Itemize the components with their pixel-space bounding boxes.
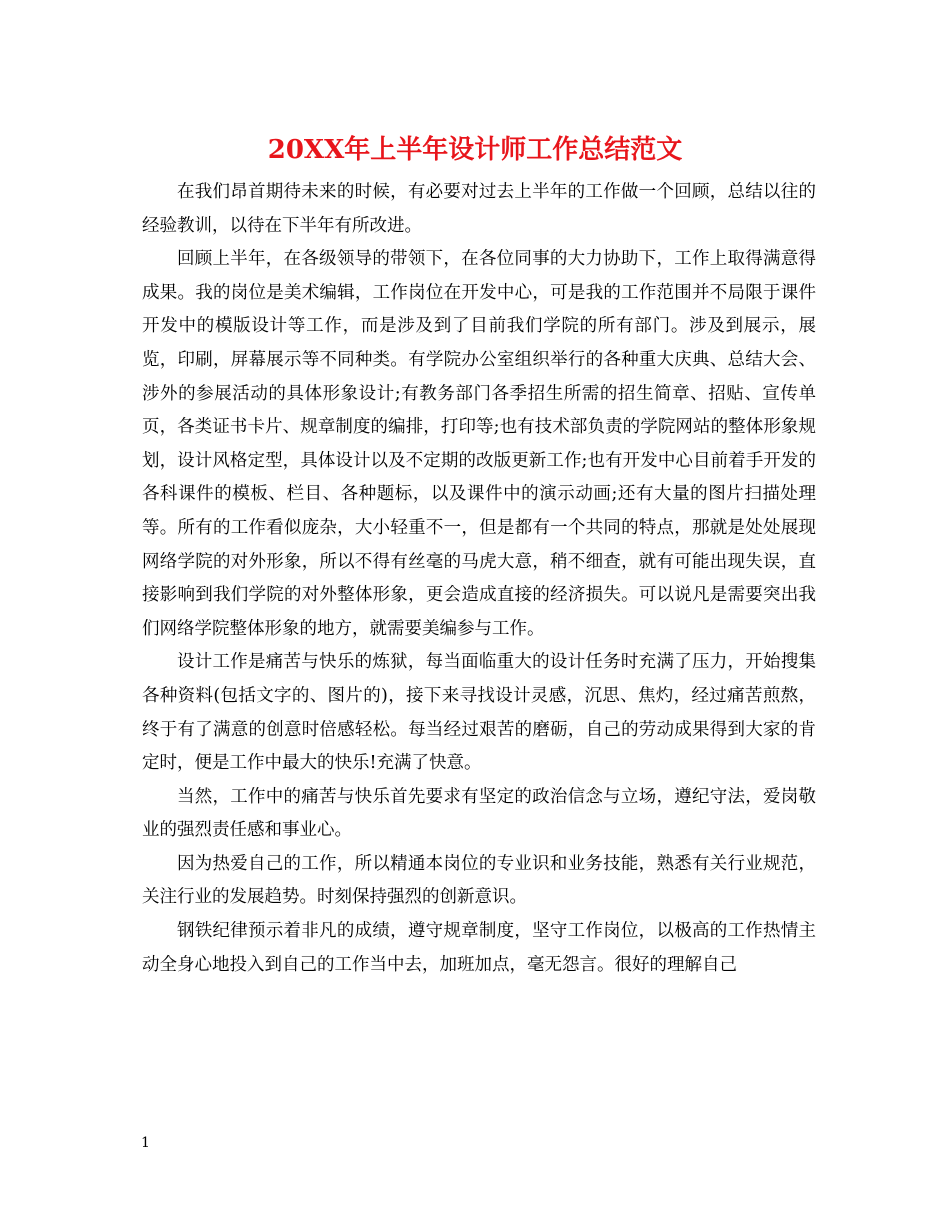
paragraph-5: 因为热爱自己的工作，所以精通本岗位的专业识和业务技能，熟悉有关行业规范，关注行业的发展趋势。时刻保持强烈的创新意识。	[142, 853, 816, 908]
document-title: 20XX年上半年设计师工作总结范文	[267, 135, 683, 165]
paragraph-4: 当然，工作中的痛苦与快乐首先要求有坚定的政治信念与立场，遵纪守法，爱岗敬业的强烈责任感和事业心。	[142, 786, 816, 841]
paragraph-2: 回顾上半年，在各级领导的带领下，在各位同事的大力协助下，工作上取得满意得成果。我的岗位是美术编辑，工作岗位在开发中心，可是我的工作范围并不局限于课件开发中的模版设计等工作，而是涉及到了目前我们学院的所有部门。涉及到展示，展览，印刷，屏幕展示等不同种类。有学院办公室组织举行的各种重大庆典、总结大会、涉外的参展活动的具体形象设计;有教务部门各季招生所需的招生简章、招贴、宣传单页，各类证书卡片、规章制度的编排，打印等;也有技术部负责的学院网站的整体形象规划，设计风格定型，具体设计以及不定期的改版更新工作;也有开发中心目前着手开发的各科课件的模板、栏目、各种题标，以及课件中的演示动画;还有大量的图片扫描处理等。所有的工作看似庞杂，大小轻重不一，但是都有一个共同的特点，那就是处处展现网络学院的对外形象，所以不得有丝毫的马虎大意，稍不细查，就有可能出现失误，直接影响到我们学院的对外整体形象，更会造成直接的经济损失。可以说凡是需要突出我们网络学院整体形象的地方，就需要美编参与工作。	[142, 249, 816, 639]
paragraph-6: 钢铁纪律预示着非凡的成绩，遵守规章制度，坚守工作岗位，以极高的工作热情主动全身心地投入到自己的工作当中去，加班加点，毫无怨言。很好的理解自己	[142, 921, 816, 975]
document-body	[142, 176, 816, 982]
paragraph-1: 在我们昂首期待未来的时候，有必要对过去上半年的工作做一个回顾，总结以往的经验教训，以待在下半年有所改进。	[142, 182, 816, 236]
paragraph-3: 设计工作是痛苦与快乐的炼狱，每当面临重大的设计任务时充满了压力，开始搜集各种资料(包括文字的、图片的)，接下来寻找设计灵感，沉思、焦灼，经过痛苦煎熬，终于有了满意的创意时倍感轻松。每当经过艰苦的磨砺，自己的劳动成果得到大家的肯定时，便是工作中最大的快乐!充满了快意。	[142, 652, 816, 774]
page-number: 1	[141, 1135, 150, 1151]
